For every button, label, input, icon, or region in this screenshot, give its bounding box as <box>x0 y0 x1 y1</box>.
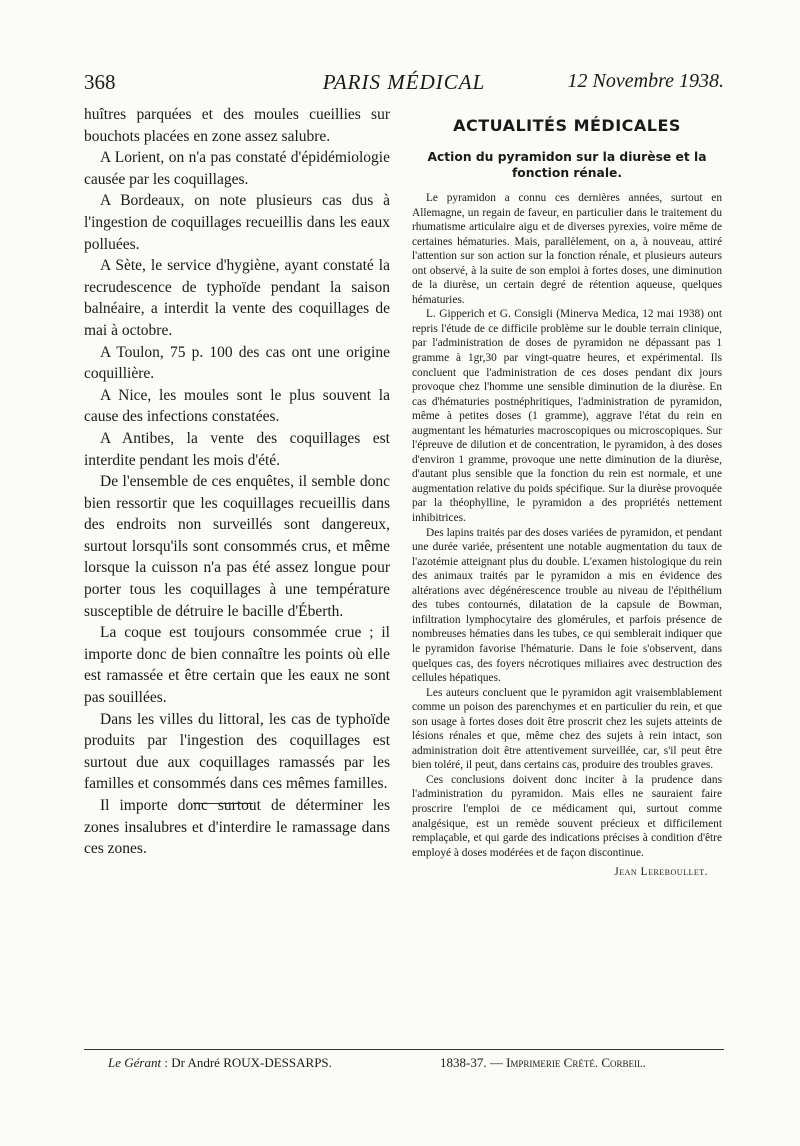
paragraph: huîtres parquées et des moules cueillies sur bouchots placées en zone assez salubre. <box>84 106 390 145</box>
paragraph: A Bordeaux, on note plusieurs cas dus à l'ingestion de coquillages recueillis dans les eaux polluées. <box>84 192 390 253</box>
section-divider <box>193 803 253 804</box>
paragraph: Les auteurs concluent que le pyramidon agit vraisemblablement comme un poison des parenchymes et en particulier du rein, et que son usage à fortes doses doit être proscrit chez les sujets atteints de lésions rénales et que, même chez des sujets à rein intact, son administration doit être attentivement surveillée, car, s'il peut être bien toléré, il peut, dans certains cas, produire des troubles graves. <box>412 686 722 772</box>
paragraph: Dans les villes du littoral, les cas de typhoïde produits par l'ingestion des coquillages est surtout due aux coquillages ramassés par les familles et consommés dans ces mêmes familles. <box>84 710 390 793</box>
paragraph: Ces conclusions doivent donc inciter à la prudence dans l'administration du pyramidon. Mais elles ne sauraient faire proscrire l'emploi de ce médicament qui, surtout comme analgésique, est un remède souvent précieux et difficilement remplaçable, et qui garde des indications précises à condition d'être employé à doses modérées et de façon discontinue. <box>412 773 722 859</box>
section-title: ACTUALITÉS MÉDICALES <box>453 116 681 135</box>
paragraph: De l'ensemble de ces enquêtes, il semble donc bien ressortir que les coquillages recueillis dans des endroits non surveillés sont dangereux, surtout lorsqu'ils sont consommés crus, et même lorsque la cuisson n'a pas été assez longue pour porter tous les coquillages à une température susceptible de détruire le bacille d'Éberth. <box>84 473 390 620</box>
paragraph: A Toulon, 75 p. 100 des cas ont une origine coquillière. <box>84 343 390 383</box>
page-number: 368 <box>84 70 116 94</box>
paragraph: A Lorient, on n'a pas constaté d'épidémiologie causée par les coquillages. <box>84 149 390 188</box>
gerant-name: : Dr André ROUX-DESSARPS. <box>164 1055 332 1070</box>
author-signature: Jean Lereboullet. <box>614 866 708 879</box>
right-column <box>412 108 722 878</box>
footer-printer: 1838-37. — Imprimerie Crété. Corbeil. <box>440 1055 646 1070</box>
paragraph: A Antibes, la vente des coquillages est interdite pendant les mois d'été. <box>84 429 390 469</box>
paragraph: Des lapins traités par des doses variées de pyramidon, et pendant une durée variée, présentent une notable augmentation du taux de l'azotémie atteignant plus du double. L'examen histologique du rein des animaux traités par le pyramidon a mis en évidence des altérations avec dégénérescence trouble au niveau de l'épithélium des tubes contournés, dilatation de la capsule de Bowman, infiltration lymphocytaire des glomérules, et parfois présence de nombreuses hématies dans les tubes, ce qui semblerait indiquer que le pyramidon favorise l'hématurie. Dans le foie s'observent, dans quelques cas, des foyers nécrotiques miliaires avec destruction des cellules hépatiques. <box>412 526 722 685</box>
page-header <box>84 70 724 100</box>
left-column <box>84 104 390 860</box>
paragraph: A Nice, les moules sont le plus souvent la cause des infections constatées. <box>84 386 390 426</box>
journal-title: PARIS MÉDICAL <box>322 70 486 94</box>
footer-divider <box>84 1049 724 1050</box>
footer-publisher <box>108 1055 332 1071</box>
issue-date: 12 Novembre 1938. <box>567 70 724 92</box>
paragraph: A Sète, le service d'hygiène, ayant constaté la recrudescence de typhoïde pendant la saison balnéaire, a interdit la vente des coquillages de mai à octobre. <box>84 257 390 339</box>
paragraph: L. Gipperich et G. Consigli (Minerva Medica, 12 mai 1938) ont repris l'étude de ce difficile problème sur le double terrain clinique, par l'administration de doses de pyramidon ne dépassant pas 1 gramme à 1gr,30 par vingt-quatre heures, et expérimental. Ils concluent que l'administration de ces doses pendant dix jours provoque chez l'homme une sensible diminution de la diurèse. En cas d'hématuries postnéphritiques, l'administration de pyramidon, même à petites doses (1 gramme), aggrave l'état du rein en augmentant les hématuries macroscopiques ou microscopiques. Sur l'épreuve de dilution et de concentration, le pyramidon, à des doses d'environ 1 gramme, provoque une nette diminution de la diurèse, d'autant plus sensible que la fonction du rein est normale, et une augmentation relative du poids spécifique. Sur la diurèse provoquée par la théophylline, le pyramidon a des propriétés nettement inhibitrices. <box>412 308 722 525</box>
gerant-label: Le Gérant <box>108 1055 162 1070</box>
paragraph: Il importe donc surtout de déterminer les zones insalubres et d'interdire le ramassage dans ces zones. <box>84 797 390 858</box>
article-title: Action du pyramidon sur la diurèse et la fonction rénale. <box>427 150 707 180</box>
paragraph: La coque est toujours consommée crue ; il importe donc de bien connaître les points où elle est ramassée et être certain que les eaux ne sont pas souillées. <box>84 624 390 707</box>
paragraph: Le pyramidon a connu ces dernières années, surtout en Allemagne, un regain de faveur, en particulier dans le traitement du rhumatisme articulaire aigu et de diverses pyrexies, voire même de certaines hématuries. Mais, parallèlement, on a, à nouveau, attiré l'attention sur son action sur la fonction rénale, et plusieurs auteurs ont observé, à la suite de son emploi à fortes doses, une diminution de la diurèse, un certain degré de rétention aqueuse, quelques hématuries. <box>412 192 722 306</box>
